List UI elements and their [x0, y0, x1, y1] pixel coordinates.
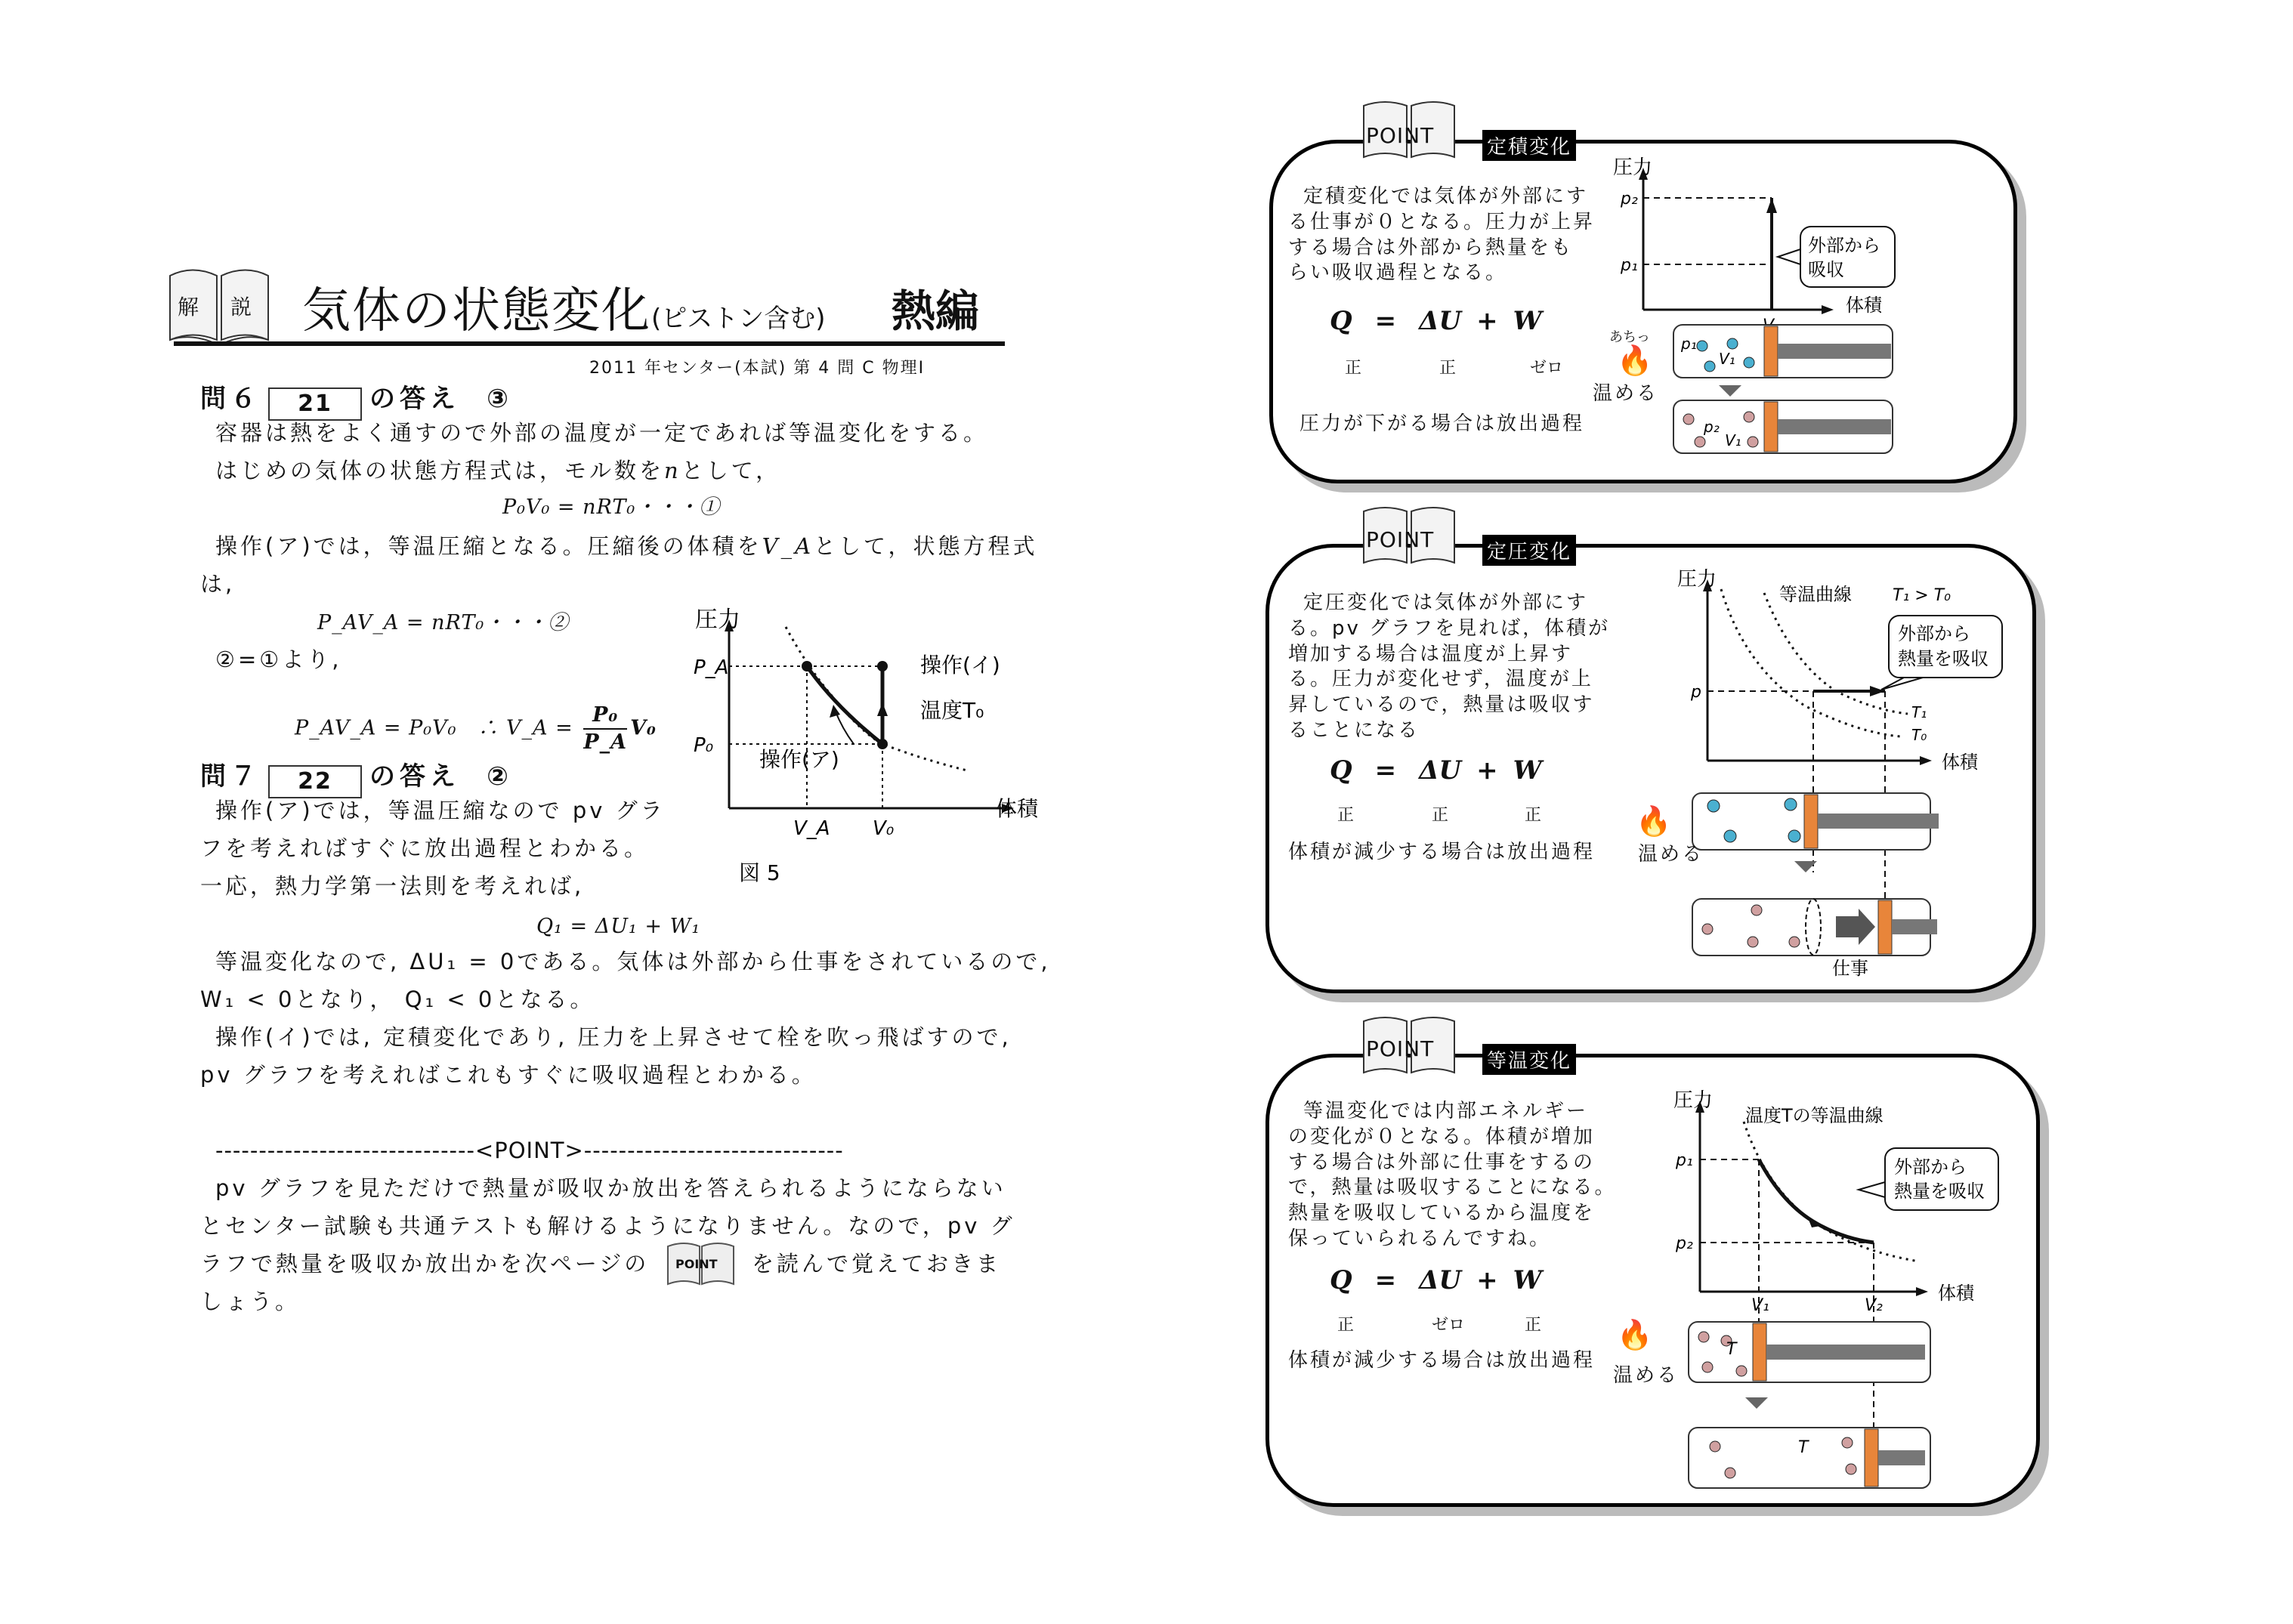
q6-line5: ②=①より, [215, 647, 342, 672]
kaisetsu-char-2: 説 [230, 295, 252, 320]
panel1-callout-2: 吸収 [1808, 259, 1844, 280]
q7-line5: W₁ < 0となり， Q₁ < 0となる。 [200, 986, 595, 1012]
fig5-op-a: 操作(ア) [759, 747, 839, 772]
panel1-cyl-p1: p₁ [1681, 335, 1697, 353]
panel2-t0: T₀ [1911, 726, 1927, 744]
panel1-w-label: ゼロ [1530, 359, 1564, 378]
panel1-cyl-v1: V₁ [1719, 350, 1735, 368]
point-label: POINT [1366, 123, 1435, 148]
panel2-callout-2: 熱量を吸収 [1898, 648, 1989, 669]
panel2-xlabel: 体積 [1942, 752, 1978, 773]
panel1-cyl2-p2: p₂ [1704, 418, 1720, 436]
panel3-p1: p₁ [1676, 1151, 1693, 1170]
panel1-q-label: 正 [1345, 359, 1362, 378]
panel2-footer: 体積が減少する場合は放出過程 [1288, 841, 1596, 863]
kaisetsu-char-1: 解 [178, 295, 199, 320]
panel1-graph [1605, 151, 1998, 468]
panel2-w-label: 正 [1525, 806, 1542, 825]
panel2-du-label: 正 [1432, 806, 1449, 825]
panel1-p1: p₁ [1621, 256, 1638, 275]
panel3-w-label: 正 [1525, 1316, 1542, 1335]
panel2-q-label: 正 [1337, 806, 1355, 825]
point-line1: pv グラフを見ただけで熱量が吸収か放出を答えられるようにならない [215, 1175, 1006, 1201]
point-label-2: POINT [1366, 527, 1435, 552]
point-label-3: POINT [1366, 1036, 1435, 1061]
page-title: 気体の状態変化(ピストン含む) [302, 283, 826, 339]
panel3-v2: V₂ [1865, 1296, 1883, 1315]
badge-isochoric: 定積変化 [1482, 130, 1576, 161]
q7-line1: 操作(ア)では，等温圧縮なので pv グラ [215, 798, 666, 823]
panel3-callout-1: 外部から [1894, 1156, 1967, 1178]
badge-isothermal: 等温変化 [1482, 1044, 1576, 1075]
panel3-warm: 温める [1613, 1364, 1680, 1387]
panel1-equation: Q = ΔU + W [1330, 306, 1542, 336]
panel1-du-label: 正 [1439, 359, 1457, 378]
flame-icon-3: 🔥 [1617, 1318, 1653, 1351]
panel2-rel: T₁ > T₀ [1893, 586, 1951, 605]
panel3-cyl-t: T [1726, 1340, 1737, 1359]
q7-line2: フを考えればすぐに放出過程とわかる。 [200, 835, 650, 861]
fig5-v0: V₀ [873, 817, 895, 840]
panel3-iso: 温度Tの等温曲線 [1745, 1105, 1884, 1126]
panel2-callout-1: 外部から [1898, 623, 1970, 644]
panel1-cyl2-v1: V₁ [1725, 431, 1741, 449]
q6-eq2: P_AV_A = nRT₀・・・② [317, 611, 570, 634]
panel3-v1: V₁ [1751, 1296, 1769, 1315]
panel1-text: 定積変化では気体が外部にす る仕事が０となる。圧力が上昇 する場合は外部から熱量をも らい吸収過程となる。 [1288, 185, 1596, 285]
flame-icon-2: 🔥 [1636, 804, 1672, 838]
q6-line4: は, [200, 571, 236, 597]
panel3-callout-2: 熱量を吸収 [1894, 1181, 1985, 1202]
q7-line3: 一応，熱力学第一法則を考えれば, [200, 873, 585, 899]
q7-header: 問７ 22 の答え ② [200, 755, 513, 798]
q6-line1: 容器は熱をよく通すので外部の温度が一定であれば等温変化をする。 [215, 420, 989, 446]
panel3-cyl2-t: T [1798, 1438, 1809, 1457]
panel2-warm: 温める [1638, 843, 1704, 866]
point-divider: ------------------------------<POINT>------------------------------ [215, 1138, 844, 1163]
title-underline [174, 341, 1005, 346]
q6-header: 問６ 21 の答え ③ [200, 378, 513, 421]
point-inline-icon: POINT [665, 1239, 737, 1292]
point-line3: ラフで熱量を吸収か放出かを次ページの [200, 1251, 650, 1277]
panel1-callout-1: 外部から [1808, 235, 1880, 256]
panel3-graph [1632, 1076, 2010, 1499]
q7-eq: Q₁ = ΔU₁ + W₁ [536, 915, 701, 938]
title-right: 熱編 [892, 286, 980, 337]
fig5-va: V_A [793, 817, 830, 840]
panel3-xlabel: 体積 [1938, 1283, 1974, 1304]
panel2-p: p [1691, 683, 1701, 702]
panel3-q-label: 正 [1337, 1316, 1355, 1335]
panel3-equation: Q = ΔU + W [1330, 1265, 1542, 1295]
q7-line4: 等温変化なので, ΔU₁ = 0である。気体は外部から仕事をされているので, [215, 949, 1051, 974]
fig5-xlabel: 体積 [996, 796, 1039, 821]
fig5-temp: 温度T₀ [920, 698, 984, 723]
q6-eq3: P_AV_A = P₀V₀ ∴ V_A = $\frac{\text{P₀}}{P\_A}$ V₀ [295, 703, 657, 754]
q6-eq1: P₀V₀ = nRT₀・・・① [502, 496, 721, 519]
panel1-footer: 圧力が下がる場合は放出過程 [1299, 412, 1585, 435]
panel2-work: 仕事 [1832, 958, 1868, 978]
fig5-op-i: 操作(イ) [920, 653, 1000, 678]
panel3-ylabel: 圧力 [1673, 1089, 1714, 1112]
q7-line7: pv グラフを考えればこれもすぐに吸収過程とわかる。 [200, 1062, 817, 1088]
panel2-iso: 等温曲線 [1779, 584, 1852, 605]
panel3-du-label: ゼロ [1432, 1316, 1466, 1335]
panel1-xlabel: 体積 [1846, 295, 1882, 316]
panel1-warm: 温める [1593, 382, 1659, 405]
fig5-ylabel: 圧力 [695, 607, 740, 633]
point-line2: とセンター試験も共通テストも解けるようになりません。なので，pv グ [200, 1213, 1015, 1239]
panel3-text: 等温変化では内部エネルギー の変化が０となる。体積が増加 する場合は外部に仕事をするの で，熱量は吸収することになる。 熱量を吸収しているから温度を 保っていられるんですね。 [1288, 1100, 1617, 1250]
flame-icon: 🔥 [1617, 344, 1653, 377]
fig5-caption: 図 5 [739, 860, 780, 885]
point-line4: しょう。 [200, 1289, 301, 1314]
point-line3-end: を読んで覚えておきま [752, 1251, 1002, 1277]
fig5-p0: P₀ [694, 734, 714, 757]
q6-line2: はじめの気体の状態方程式は，モル数をnとして， [215, 458, 781, 483]
q7-line6: 操作(イ)では, 定積変化であり, 圧力を上昇させて栓を吹っ飛ばすので, [215, 1024, 1012, 1050]
panel2-text: 定圧変化では気体が外部にす る。pv グラフを見れば，体積が 増加する場合は温度が上昇す る。圧力が変化せず，温度が上 昇しているので，熱量は吸収す ることになる [1288, 591, 1611, 742]
figure-5 [680, 597, 1073, 891]
badge-isobaric: 定圧変化 [1482, 535, 1576, 566]
panel2-ylabel: 圧力 [1677, 568, 1717, 591]
panel1-hot: あちっ [1609, 329, 1650, 345]
source-line: 2011 年センター(本試) 第 4 問 C 物理Ⅰ [589, 359, 926, 378]
q6-line3: 操作(ア)では，等温圧縮となる。圧縮後の体積をV_Aとして，状態方程式 [215, 533, 1038, 559]
panel2-graph [1632, 555, 2010, 978]
panel2-t1: T₁ [1911, 703, 1927, 721]
panel1-ylabel: 圧力 [1613, 156, 1653, 179]
panel1-p2: p₂ [1621, 190, 1638, 208]
fig5-pa: P_A [694, 656, 729, 679]
panel3-footer: 体積が減少する場合は放出過程 [1288, 1349, 1596, 1372]
panel3-p2: p₂ [1676, 1234, 1693, 1253]
panel2-equation: Q = ΔU + W [1330, 755, 1542, 786]
